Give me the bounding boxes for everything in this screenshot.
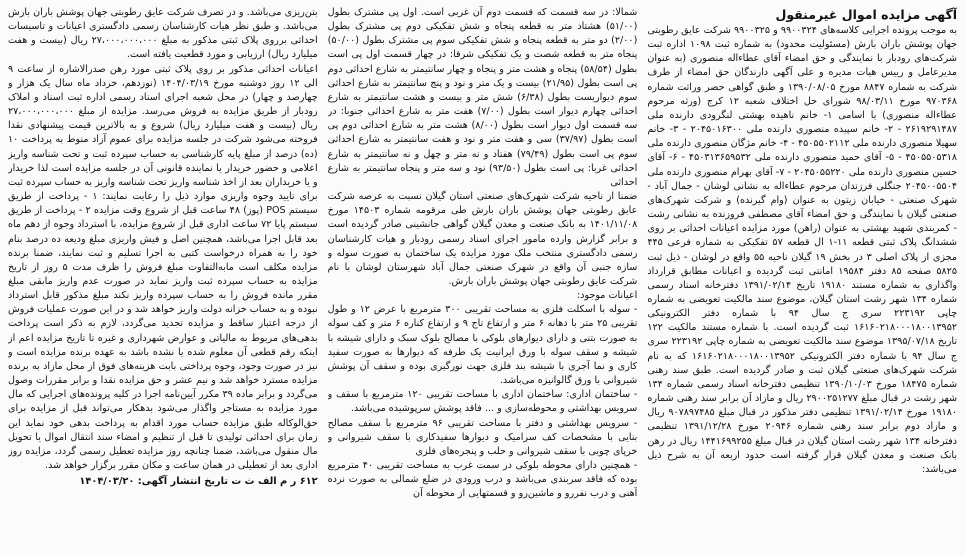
notice-footer: ۶۱۲ ر م الف ث ت تاریخ انتشار آگهی: ۱۴۰۴/۰۳/۲۰ xyxy=(79,476,318,488)
notice-body-1: به موجب پرونده اجرایی کلاسه‌های ۹۹۰۰۳۲۴ و ۹۹۰۰۳۲۵ شرکت عایق رطوبتی جهان پوشش باران بارش (مسئولیت محدود) به شماره ثبت ۱۰۹۸ اداره ثبت شرکت‌های رودبار با نمایندگی و حق امضاء آقای عطاءاله منصوری (به عنوان مدیرعامل و رییس هیات مدیره و علی آگهی دارندگان حق امضاء از طرف شرکت به شماره ۸۸۴۷ مورخ ۱۳۹۰/۰۸/۰۵ و طبق گواهی حصر وراثت شماره ۹۷۰۳۶۸ مورخ ۹۸/۰۳/۱۱ شورای حل اختلاف شعبه ۱۲ کرج (ورثه مرحوم عطاءاله منصوری) با اسامی ۱- خانم ناهیده بهشتی لنگرودی دارنده ملی ۲۶۱۹۲۹۱۴۸۷ - ۲- خانم سپیده منصوری دارنده ملی ۲۰۴۵۰۱۶۳۰۰ - ۳- خانم سهیلا منصوری دارنده ملی ۴۵۰۵۵۰۲۱۱۲ - ۴- خانم مژگان منصوری دارنده ملی ۴۵۰۵۵۰۵۳۱۸ - ۵- آقای حمید منصوری دارنده ملی ۴۵۰۳۱۳۶۵۹۵۳۲ - ۶- آقای حسین منصوری دارنده ملی ۲۰۴۵۰۵۵۲۲۰ - ۷- آقای بهرام منصوری دارنده ملی ۲۰۴۵۰۰۵۵۰۴ جنگلی فرزندان مرحوم عطاءاله به نشانی لوشان - جمال آباد - شهرک صنعتی - خیابان زیتون به عنوان (وام گیرنده) و شرکت شهرک‌های صنعتی گیلان با نمایندگی و حق امضاء آقای مصطفی فروزنده به نشانی رشت - کمربندی شهید بهشتی به عنوان (راهن) مورد مزایده اعیانات احداثی بر روی ششدانگ پلاک ثبتی قطعه ۱۱-۱ ال قطعه ۵۷ تفکیکی به شماره فرعی ۴۴۵ مجزی از پلاک اصلی ۳ در بخش ۱۹ گیلان ناحیه ۵۵ واقع در لوشان - ذیل ثبت ۵۸۲۵ صفحه ۸۵ دفتر ۱۹۵۸۴ امانتی ثبت گردیده و اعیانات مطابق قرارداد واگذاری به شماره مستند ۱۹۱۸۰ تاریخ ۱۳۹۱/۰۲/۱۴ دفترخانه اسناد رسمی شماره ۱۳۴ شهر رشت استان گیلان، موضوع سند مالکیت تعویضی به شماره چاپی ۲۲۳۱۹۲ سری ج سال ۹۴ با شماره دفتر الکترونیکی ۱۶۱۶۰۲۱۸۰۰۰۱۸۰۰۱۳۹۵۲ ثبت گردیده است. با شماره مستند مالکیت ۱۲۲ تاریخ ۱۳۹۵/۰۷/۱۸ موضوع سند مالکیت تعویضی به شماره چاپی ۲۲۳۱۹۲ سری ج سال ۹۴ با شماره دفتر الکترونیکی ۱۶۱۶۰۲۱۸۰۰۰۱۸۰۰۱۳۹۵۲ که به نام شرکت شهرک‌های صنعتی گیلان ثبت و صادر گردیده است. طبق سند رهنی شماره ۱۸۴۷۵ مورخ ۱۳۹۰/۱۰/۰۳ تنظیمی دفترخانه اسناد رسمی شماره ۱۳۴ شهر رشت در قبال مبلغ ۲۹۰۰۲۵۱۲۷۷ ریال و مازاد آن برابر سند رهنی شماره ۱۹۱۸۰ مورخ ۱۳۹۱/۰۲/۱۴ تنظیمی دفتر مذکور در قبال مبلغ ۹۰۷۸۹۷۴۸۵ ریال و مازاد دوم برابر سند رهنی شماره ۲۰۹۴۶ مورخ ۱۳۹۱/۱۲/۲۸ تنظیمی دفترخانه ۱۳۴ شهر رشت استان گیلان در قبال مبلغ ۱۴۴۱۶۹۹۲۵۵ ریال در رهن بانک صنعت و معدن گیلان قرار گرفته است حدود اربعه آن به شرح ذیل می‌باشد: xyxy=(647,25,957,475)
notice-title: آگهی مزایده اموال غیرمنقول xyxy=(775,7,957,22)
notice-body-3: بتن‌ریزی می‌باشد. و در تصرف شرکت عایق رطوبتی جهان پوشش باران بارش می‌باشد. و طبق نظر هیات کارشناسان رسمی دادگستری اعیانات و تاسیسات احداثی برروی پلاک ثبتی مذکور به مبلغ ۲۷،۰۰۰،۰۰۰،۰۰۰ ریال (بیست و هفت میلیارد ریال) ارزیابی و مورد قطعیت یافته است. اعیانات احداثی مذکور بر روی پلاک ثبتی مورد رهن صدرالاشاره از ساعت ۹ الی ۱۲ روز دوشنبه مورخ ۱۴۰۴/۰۳/۱۹ (نوزدهم، خرداد ماه سال یک هزار و چهارصد و چهار) در محل شعبه اجرای اسناد رسمی اداره ثبت اسناد و املاک رودبار از طریق مزایده به فروش می‌رسد. مزایده از مبلغ ۲۷،۰۰۰،۰۰۰،۰۰۰ ریال (بیست و هفت میلیارد ریال) شروع و به بالاترین قیمت پیشنهادی نقدا فروخته می‌شود شرکت در جلسه مزایده برای عموم آزاد منوط به پرداخت ۱۰ (ده) درصد از مبلغ پایه کارشناسی به حساب سپرده ثبت و تحت شناسه واریز اعلامی و حضور خریدار یا نماینده قانونی آن در جلسه مزایده است لذا خریدار و یا خریداران بعد از اخذ شناسه واریز تحت شناسه واریز به حساب سپرده ثبت برای تایید وجوه واریزی موارد ذیل را رعایت نمایند: ۱ - پرداخت از طریق سیستم POS (پوز) ۴۸ ساعت قبل از شروع وقت مزایده ۲ - پرداخت از طریق سیستم پایا ۷۲ ساعت اداری قبل از شروع مزایده، با استرداد وجوه از دهم ماه بعد قابل اجرا می‌باشد، همچنین اصل و فیش واریزی مبلغ ودیعه ده درصد بنام خود را به همراه درخواست کتبی به اجرا تسلیم و ثبت نمایند، ضمنا برنده مزایده مکلف است مابه‌التفاوت مبلغ فروش را ظرف مدت ۵ روز از تاریخ مزایده به حساب سپرده ثبت واریز نماید در صورت عدم واریز مابقی مبلغ مقرر مانده فروش را به حساب سپرده واریز نکند مبلغ مذکور قابل استرداد نبوده و به حساب خزانه دولت واریز خواهد شد و در این صورت عملیات فروش از درجه اعتبار ساقط و مزایده تجدید می‌گردد، لازم به ذکر است پرداخت بدهی‌های مربوط به مالیاتی و عوارض شهرداری و غیره تا تاریخ مزایده اعم از اینکه رقم قطعی آن معلوم شده یا نشده باشد به عهده برنده مزایده است و نیز در صورت وجود، وجوه پرداختی بابت هزینه‌های فوق از محل مازاد به برنده مزایده مسترد خواهد شد و نیم عشر و حق مزایده نقدا و برابر مقررات وصول می‌گردد و برابر ماده ۳۹ مکرر آیین‌نامه اجرا در کلیه پرونده‌های اجرایی که مال مورد مزایده به مستاجر واگذار می‌شود بدهکار می‌تواند قبل از مزایده برای حق‌الوکاله طبق مزایده حساب مورد اقدام به پرداخت بدهی خود نماید این زمان برای احداثی تولیدی تا قبل از تنظیم و امضاء سند انتقال اموال یا تحویل مال منقول می‌باشد، ضمنا چنانچه روز مزایده تعطیل رسمی گردد، مزایده روز اداری بعد از تعطیلی در همان ساعت و مکان مقرر برگزار خواهد شد. xyxy=(7,7,318,471)
notice-body-2: شمالا: در سه قسمت که قسمت دوم آن غربی است. اول پی مشترک بطول (۵۱/۰۰) هشتاد متر به قطعه پنجاه و شش تفکیکی دوم پی مشترک بطول (۲/۰۰) دو متر به قطعه پنجاه و شش تفکیکی سوم پی مشترک بطول (۵۰/۰۰) پنجاه متر به قطعه شصت و یک تفکیکی شرقا: در چهار قسمت اول پی است بطول (۵۸/۵۴) پنجاه و هشت متر و پنجاه و چهار سانتیمتر به شارع احداثی دوم پی است بطول (۲۱/۹۵) بیست و یک متر و نود و پنج سانتیمتر به شارع احداثی سوم دیواریست بطول (۶/۳۸) شش متر و بیست و هشت سانتیمتر به شارع احداثی چهارم دیوار است بطول (۷/۰۰) هفت متر به شارع احداثی جنوبا: در سه قسمت اول دیوار است بطول (۸/۰۰) هشت متر به شارع احداثی دوم پی است بطول (۳۷/۹۷) سی و هفت متر و نود و هفت سانتیمتر به شارع احداثی سوم پی است بطول (۷۹/۴۹) هفتاد و نه متر و چهل و نه سانتیمتر به شارع احداثی غربا: پی است بطول (۹۳/۵۰) نود و سه متر و پنجاه سانتیمتر به شارع احداثی ضمنا از ناحیه شرکت شهرک‌های صنعتی استان گیلان نسبت به عرصه شرکت عایق رطوبتی جهان پوشش باران بارش طی مرقومه شماره ۱۴۵۰۳ مورخ ۱۴۰۱/۱۱/۰۸ به بانک صنعت و معدن گیلان گواهی جانشینی صادر گردیده است و برابر گزارش وارده مامور اجرای اسناد رسمی رودبار و هیات کارشناسان رسمی دادگستری منتخب ملک مورد مزایده یک ساختمان به صورت سوله و سازه جنبی آن واقع در شهرک صنعتی جمال آباد شهرستان لوشان با نام شرکت عایق رطوبتی جهان پوشش باران بارش. اعیانات موجود: - سوله با اسکلت فلزی به مساحت تقریبی ۳۰۰ مترمربع با عرض ۱۲ و طول تقریبی ۲۵ متر با دهانه ۶ متر و ارتفاع تاج ۹ و ارتفاع کناره ۶ متر و کف سوله به صورت بتنی و دارای دیوارهای بلوکی با مصالح بلوک سبک و دارای شیشه با شیشه و سقف سوله با ورق ایرانیت یک طرفه که دیوارها به صورت سفید کاری و نما آجری با شیشه بند فلزی جهت نورگیری بوده و سقف آن پوشش شیروانی با ورق گالوانیزه می‌باشد. - ساختمان اداری: ساختمان اداری با مساحت تقریبی ۱۲۰ مترمربع با سقف و سرویس بهداشتی و محوطه‌سازی و ... فاقد پوشش سرپوشیده می‌باشد. - سرویس بهداشتی و دفتر با مساحت تقریبی ۹۶ مترمربع با سقف مصالح بنایی با مشخصات کف سرامیک و دیوارها سفیدکاری با سقف شیروانی و خرپای چوبی با سقف شیروانی و حلب و پنجره‌های فلزی - همچنین دارای محوطه بلوکی در سمت غرب به مساحت تقریبی ۴۰ مترمربع بوده که فاقد سربندی می‌باشد و درب ورودی در ضلع شمالی به صورت نرده آهنی و درب نفررو و ماشین‌رو و قسمتهایی از محوطه آن xyxy=(327,7,638,500)
notice-column-2 xyxy=(328,6,638,551)
notice-column-1 xyxy=(647,6,957,551)
notice-column-3 xyxy=(8,6,318,551)
